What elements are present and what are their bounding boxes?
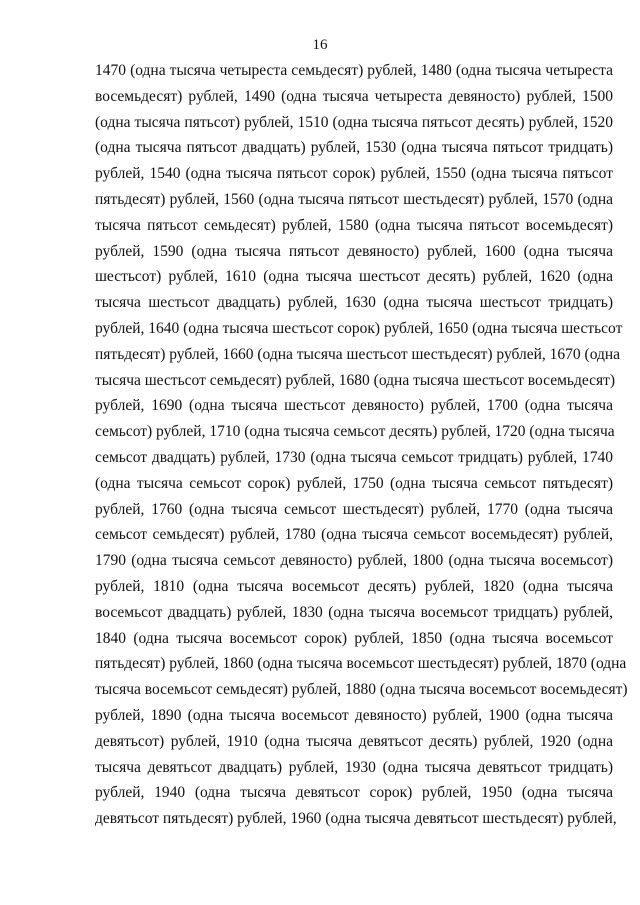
text-line: пятьдесят) рублей, 1560 (одна тысяча пятьсот шестьдесят) рублей, 1570 (одна: [95, 190, 613, 208]
text-line: пятьдесят) рублей, 1860 (одна тысяча восемьсот шестьдесят) рублей, 1870 (одна: [95, 655, 627, 673]
text-line: рублей, 1760 (одна тысяча семьсот шестьдесят) рублей, 1770 (одна тысяча: [95, 500, 613, 518]
text-line: тысяча шестьсот семьдесят) рублей, 1680 (одна тысяча шестьсот восемьдесят): [95, 371, 616, 389]
text-line: тысяча пятьсот семьдесят) рублей, 1580 (одна тысяча пятьсот восемьдесят): [95, 216, 613, 234]
text-line: 1470 (одна тысяча четыреста семьдесят) рублей, 1480 (одна тысяча четыреста: [95, 62, 613, 79]
page-number: 16: [312, 37, 328, 53]
text-line: тысяча девятьсот двадцать) рублей, 1930 (одна тысяча девятьсот тридцать): [95, 758, 613, 776]
text-line: рублей, 1640 (одна тысяча шестьсот сорок) рублей, 1650 (одна тысяча шестьсот: [95, 319, 623, 337]
text-line: восемьдесят) рублей, 1490 (одна тысяча четыреста девяносто) рублей, 1500: [95, 87, 613, 105]
text-line: восемьсот двадцать) рублей, 1830 (одна тысяча восемьсот тридцать) рублей,: [95, 603, 613, 621]
text-line: рублей, 1940 (одна тысяча девятьсот сорок) рублей, 1950 (одна тысяча: [95, 784, 613, 802]
text-line: 1790 (одна тысяча семьсот девяносто) рублей, 1800 (одна тысяча восемьсот): [95, 552, 613, 570]
text-line: (одна тысяча семьсот сорок) рублей, 1750 (одна тысяча семьсот пятьдесят): [95, 474, 613, 492]
text-line: семьсот) рублей, 1710 (одна тысяча семьсот десять) рублей, 1720 (одна тысяча: [95, 423, 615, 441]
text-line: семьсот двадцать) рублей, 1730 (одна тысяча семьсот тридцать) рублей, 1740: [95, 448, 613, 466]
text-line: рублей, 1810 (одна тысяча восемьсот десять) рублей, 1820 (одна тысяча: [95, 577, 613, 595]
text-line: рублей, 1690 (одна тысяча шестьсот девяносто) рублей, 1700 (одна тысяча: [95, 397, 613, 415]
text-line: шестьсот) рублей, 1610 (одна тысяча шестьсот десять) рублей, 1620 (одна: [95, 268, 613, 286]
text-line: тысяча шестьсот двадцать) рублей, 1630 (одна тысяча шестьсот тридцать): [95, 294, 613, 312]
text-line: девятьсот) рублей, 1910 (одна тысяча девятьсот десять) рублей, 1920 (одна: [95, 732, 613, 750]
text-line: рублей, 1540 (одна тысяча пятьсот сорок) рублей, 1550 (одна тысяча пятьсот: [95, 165, 613, 183]
text-line: 1840 (одна тысяча восемьсот сорок) рублей, 1850 (одна тысяча восемьсот: [95, 629, 613, 647]
text-line: тысяча восемьсот семьдесят) рублей, 1880 (одна тысяча восемьсот восемьдесят): [95, 681, 628, 699]
text-line: (одна тысяча пятьсот двадцать) рублей, 1530 (одна тысяча пятьсот тридцать): [95, 139, 613, 157]
text-line: девятьсот пятьдесят) рублей, 1960 (одна тысяча девятьсот шестьдесят) рублей,: [95, 810, 617, 828]
body-text: [95, 58, 628, 832]
text-line: (одна тысяча пятьсот) рублей, 1510 (одна тысяча пятьсот десять) рублей, 1520: [95, 113, 613, 131]
text-line: рублей, 1890 (одна тысяча восемьсот девяносто) рублей, 1900 (одна тысяча: [95, 706, 613, 724]
text-line: пятьдесят) рублей, 1660 (одна тысяча шестьсот шестьдесят) рублей, 1670 (одна: [95, 345, 621, 363]
text-line: семьсот семьдесят) рублей, 1780 (одна тысяча семьсот восемьдесят) рублей,: [95, 526, 613, 544]
text-line: рублей, 1590 (одна тысяча пятьсот девяносто) рублей, 1600 (одна тысяча: [95, 242, 613, 260]
